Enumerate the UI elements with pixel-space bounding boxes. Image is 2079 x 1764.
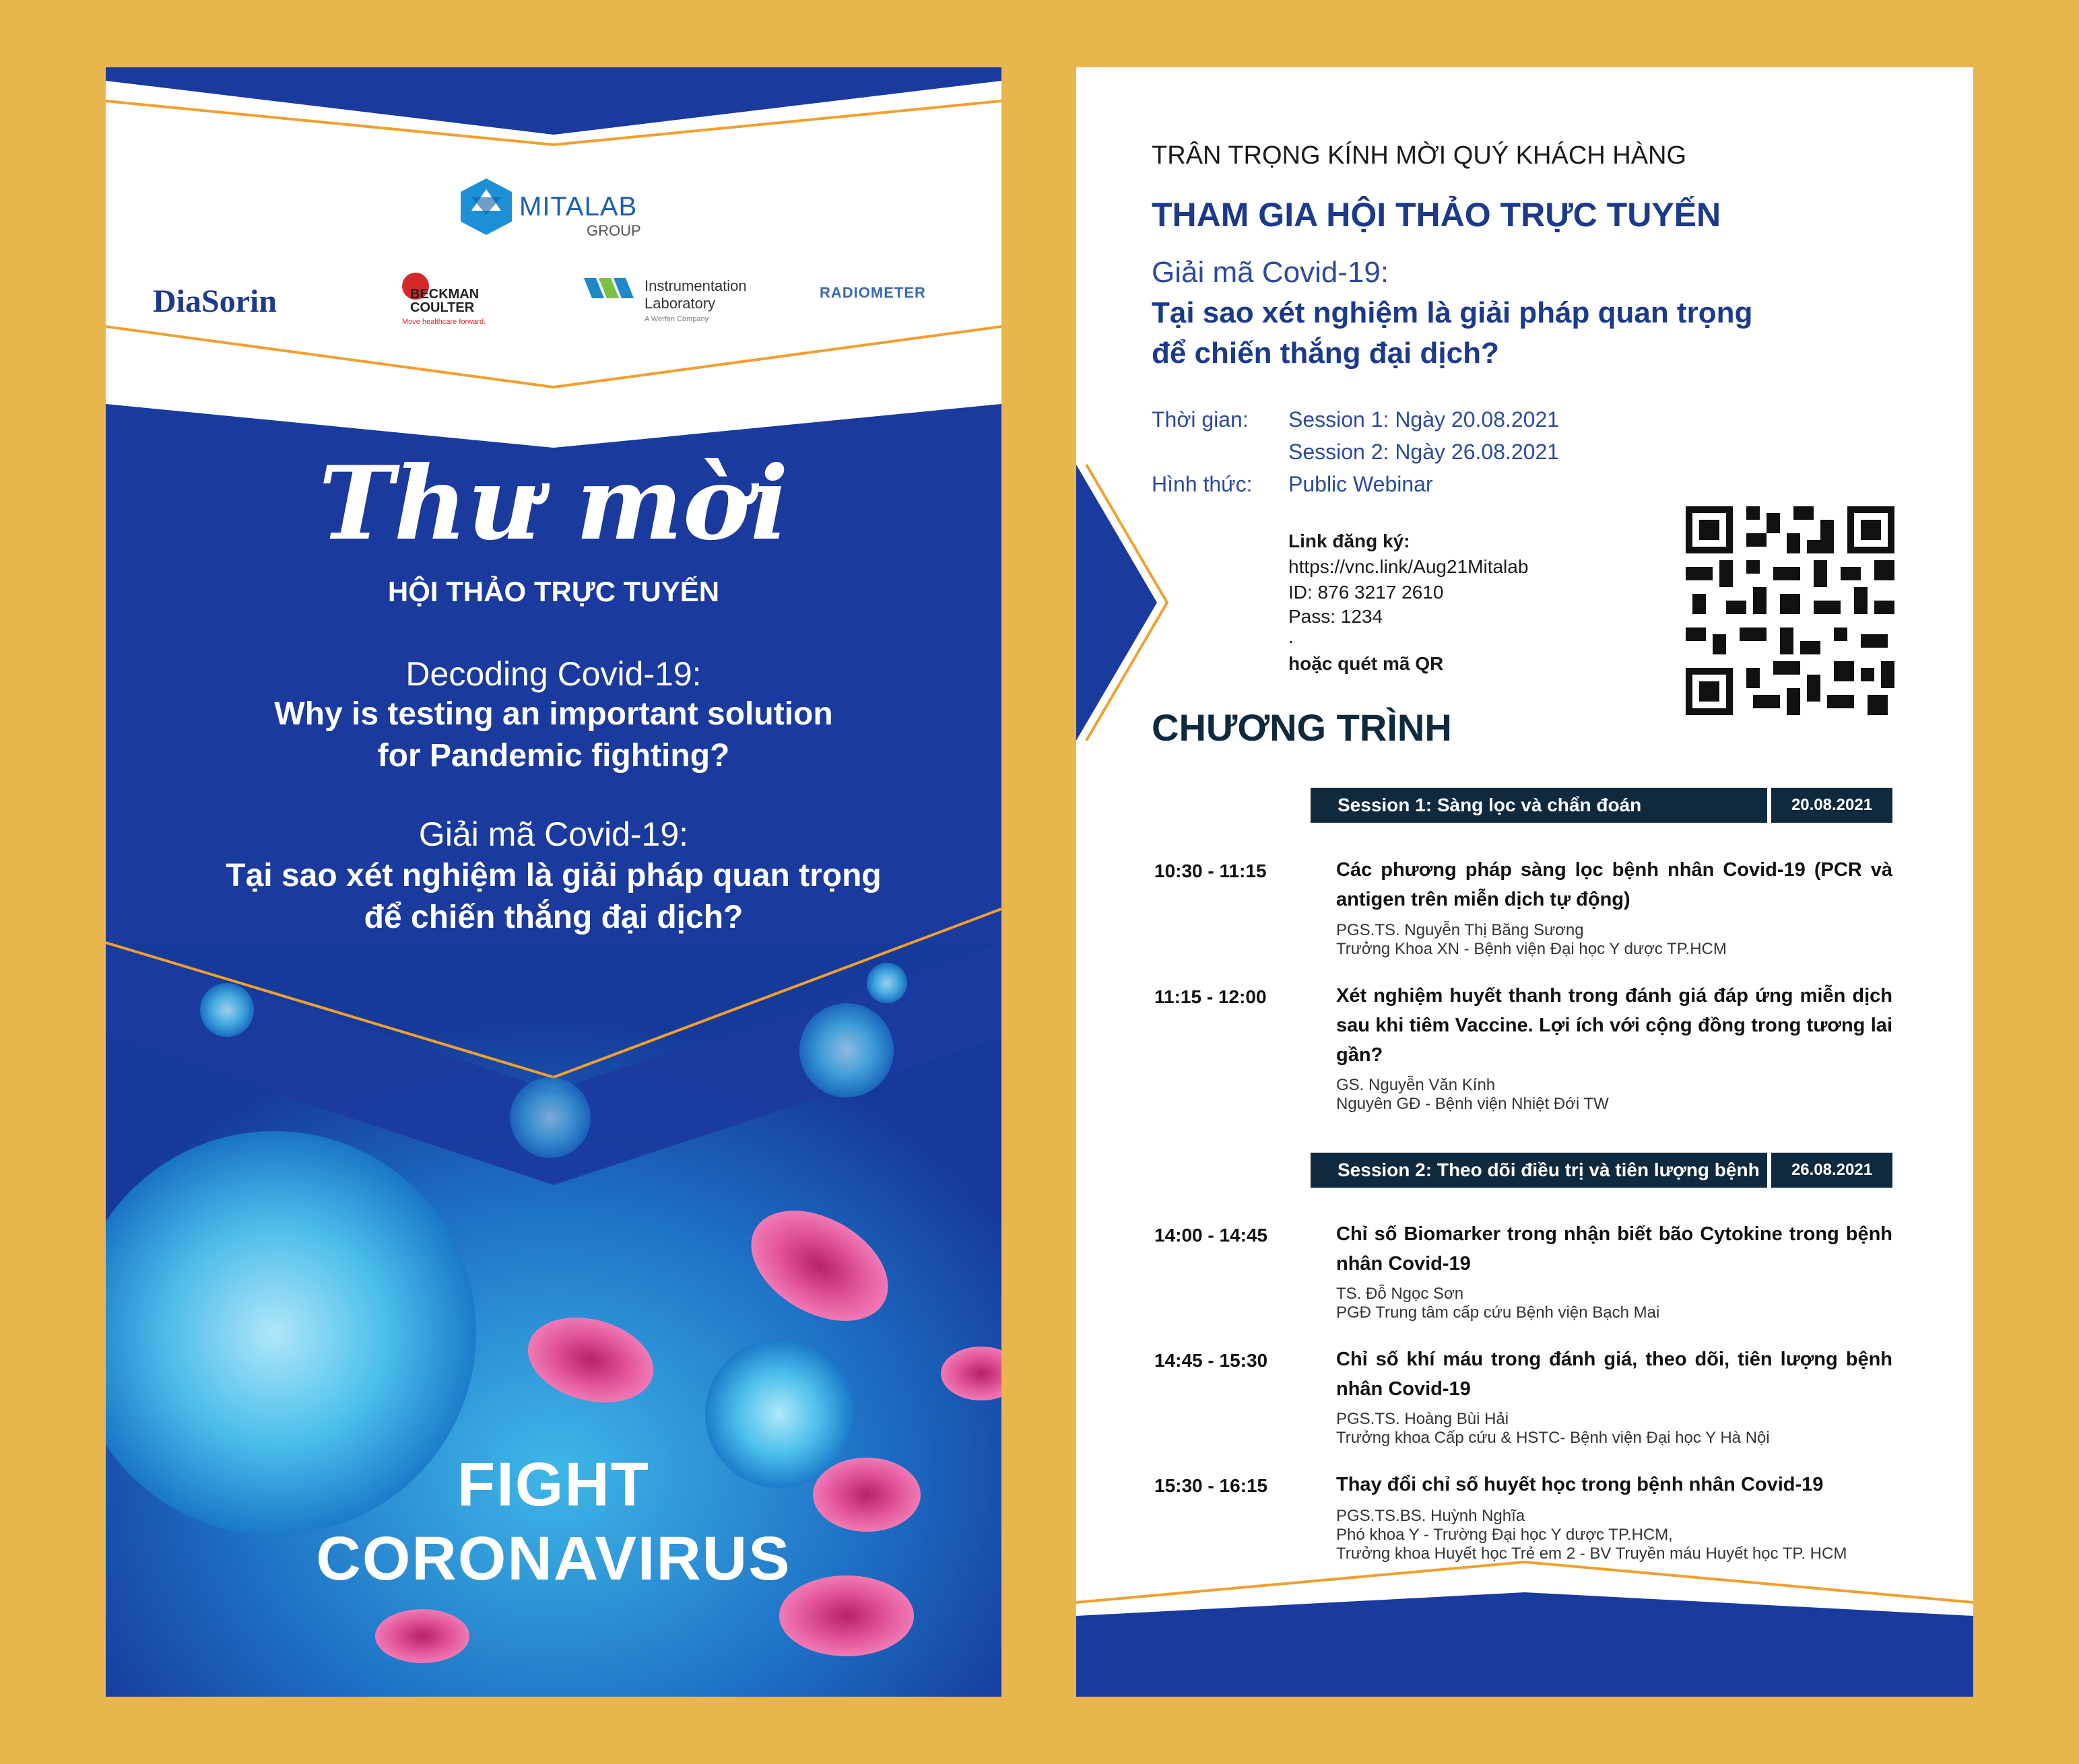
format-label: Hình thức: bbox=[1152, 472, 1253, 496]
item-time: 14:00 - 14:45 bbox=[1154, 1225, 1268, 1246]
meeting-pass: Pass: 1234 bbox=[1288, 606, 1383, 627]
item-role: PGĐ Trung tâm cấp cứu Bệnh viện Bạch Mai bbox=[1336, 1303, 1660, 1322]
item-title: Thay đổi chỉ số huyết học trong bệnh nhân Covid-19 bbox=[1336, 1474, 1824, 1495]
vietnamese-lead: Giải mã Covid-19: bbox=[418, 815, 689, 853]
webinar-subtitle: HỘI THẢO TRỰC TUYẾN bbox=[387, 576, 720, 607]
register-link-url[interactable]: https://vnc.link/Aug21Mitalab bbox=[1288, 556, 1529, 577]
item-title: Chỉ số khí máu trong đánh giá, theo dõi, tiên lượng bệnh nhân Covid-19 bbox=[1336, 1349, 1892, 1400]
fight-slogan-line1: FIGHT bbox=[457, 1450, 650, 1519]
join-heading: THAM GIA HỘI THẢO TRỰC TUYẾN bbox=[1152, 196, 1721, 234]
item-role: Trưởng Khoa XN - Bệnh viện Đại học Y dược TP.HCM bbox=[1336, 940, 1727, 958]
instrumentation-laboratory-icon bbox=[584, 275, 638, 302]
instrumentation-laboratory-logo: Instrumentation Laboratory bbox=[645, 277, 747, 312]
item-time: 14:45 - 15:30 bbox=[1154, 1350, 1268, 1371]
english-title-line2: for Pandemic fighting? bbox=[377, 738, 730, 774]
item-time: 15:30 - 16:15 bbox=[1154, 1475, 1268, 1496]
mitalab-group: GROUP bbox=[587, 222, 641, 239]
meeting-id: ID: 876 3217 2610 bbox=[1288, 582, 1444, 603]
fight-slogan-line2: CORONAVIRUS bbox=[316, 1524, 791, 1593]
time-label: Thời gian: bbox=[1152, 407, 1249, 432]
item-role: Phó khoa Y - Trường Đại học Y dược TP.HCM, bbox=[1336, 1526, 1673, 1544]
dot: . bbox=[1288, 626, 1294, 647]
qr-code[interactable] bbox=[1686, 506, 1894, 715]
english-lead: Decoding Covid-19: bbox=[405, 655, 702, 693]
scan-qr-text: hoặc quét mã QR bbox=[1288, 653, 1444, 674]
session2-bar: Session 2: Theo dõi điều trị và tiên lượng bệnh bbox=[1311, 1153, 1767, 1188]
item-speaker: PGS.TS. Hoàng Bùi Hải bbox=[1336, 1410, 1509, 1428]
diasorin-logo: DiaSorin bbox=[153, 283, 277, 319]
session2-date-badge: 26.08.2021 bbox=[1771, 1153, 1892, 1188]
item-title: Chỉ số Biomarker trong nhận biết bão Cytokine trong bệnh nhân Covid-19 bbox=[1336, 1223, 1892, 1275]
item-title: Xét nghiệm huyết thanh trong đánh giá đáp ứng miễn dịch sau khi tiêm Vaccine. Lợi ích với cộng đồng trong tương lai gần? bbox=[1336, 985, 1892, 1066]
item-speaker: PGS.TS. Nguyễn Thị Băng Sương bbox=[1336, 921, 1584, 939]
topic-title-line1: Tại sao xét nghiệm là giải pháp quan trọng bbox=[1152, 296, 1753, 329]
beckman-tagline: Move healthcare forward. bbox=[402, 318, 486, 326]
vietnamese-title-line2: để chiến thắng đại dịch? bbox=[364, 900, 744, 935]
register-link-label: Link đăng ký: bbox=[1288, 531, 1410, 551]
item-time: 11:15 - 12:00 bbox=[1154, 986, 1267, 1007]
session1-date-badge: 20.08.2021 bbox=[1771, 788, 1892, 823]
item-speaker: TS. Đỗ Ngọc Sơn bbox=[1336, 1285, 1464, 1303]
item-title: Các phương pháp sàng lọc bệnh nhân Covid-19 (PCR và antigen trên miễn dịch tự động) bbox=[1336, 859, 1892, 910]
invitation-details bbox=[1076, 67, 1973, 1697]
format-value: Public Webinar bbox=[1288, 472, 1433, 496]
item-role: Trưởng khoa Cấp cứu & HSTC- Bệnh viện Đại học Y Hà Nội bbox=[1336, 1429, 1770, 1447]
script-title: Thư mời bbox=[319, 444, 789, 563]
program-heading: CHƯƠNG TRÌNH bbox=[1152, 706, 1452, 749]
invitation-cover bbox=[106, 67, 1001, 1697]
topic-title-line2: để chiến thắng đại dịch? bbox=[1152, 337, 1499, 370]
session1-date: Session 1: Ngày 20.08.2021 bbox=[1288, 407, 1560, 432]
item-speaker: GS. Nguyễn Văn Kính bbox=[1336, 1076, 1496, 1094]
beckman-logo: BECKMAN COULTER bbox=[410, 287, 480, 315]
item-role: Nguyên GĐ - Bệnh viện Nhiệt Đới TW bbox=[1336, 1095, 1609, 1113]
invite-line: TRÂN TRỌNG KÍNH MỜI QUÝ KHÁCH HÀNG bbox=[1152, 141, 1687, 170]
il-tagline: A Werfen Company bbox=[645, 315, 709, 323]
item-role-2: Trưởng khoa Huyết học Trẻ em 2 - BV Truyền máu Huyết học TP. HCM bbox=[1336, 1545, 1847, 1563]
english-title-line1: Why is testing an important solution bbox=[274, 696, 833, 732]
radiometer-logo: RADIOMETER bbox=[820, 284, 926, 301]
topic-lead: Giải mã Covid-19: bbox=[1152, 256, 1389, 289]
vietnamese-title-line1: Tại sao xét nghiệm là giải pháp quan trọng bbox=[226, 858, 882, 893]
session1-bar: Session 1: Sàng lọc và chẩn đoán bbox=[1311, 788, 1767, 823]
mitalab-name: MITALAB bbox=[519, 192, 638, 222]
item-time: 10:30 - 11:15 bbox=[1154, 860, 1267, 881]
session2-date: Session 2: Ngày 26.08.2021 bbox=[1288, 440, 1560, 464]
item-speaker: PGS.TS.BS. Huỳnh Nghĩa bbox=[1336, 1507, 1525, 1525]
mitalab-logo-icon bbox=[459, 177, 513, 236]
